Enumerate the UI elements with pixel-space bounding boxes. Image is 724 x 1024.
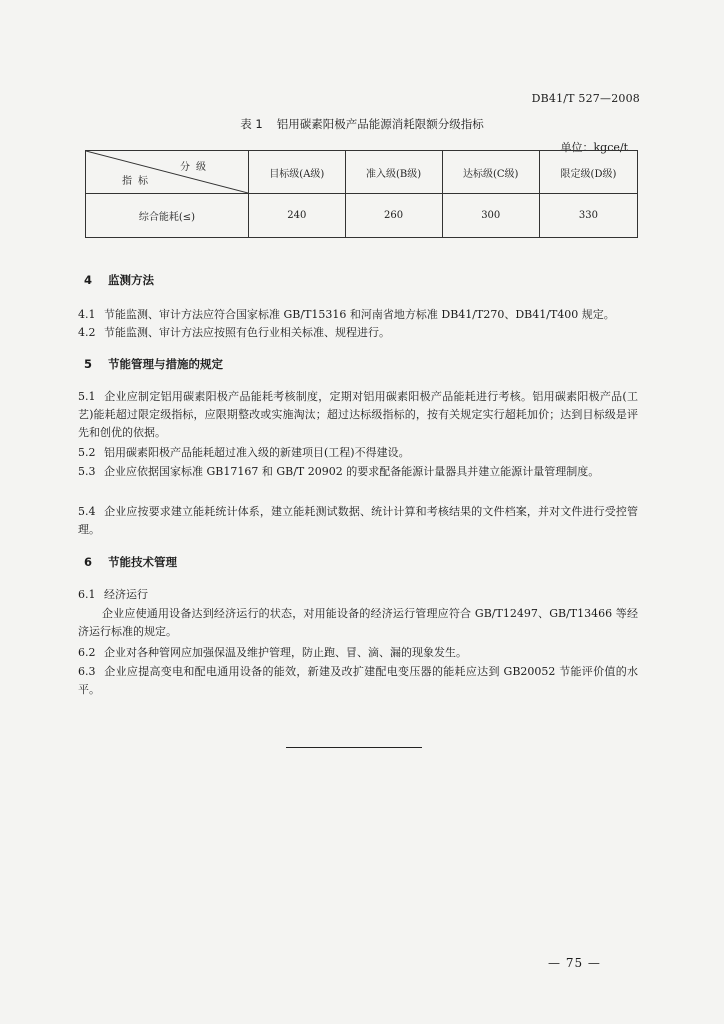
table-caption-text: 铝用碳素阳极产品能源消耗限额分级指标 — [276, 117, 484, 131]
clause-5-1: 5.1 企业应制定铝用碳素阳极产品能耗考核制度，定期对铝用碳素阳极产品能耗进行考核。铝用碳素阳极产品(工艺)能耗超过限定级指标，应限期整改或实施淘汰；超过达标级指标的，按有关规定实行超耗加价；达到目标级是评先和创优的依据。 — [78, 390, 638, 439]
clause-6-3: 6.3 企业应提高变电和配电通用设备的能效，新建及改扩建配电变压器的能耗应达到 GB20052 节能评价值的水平。 — [78, 665, 638, 696]
clause-5-4: 5.4 企业应按要求建立能耗统计体系，建立能耗测试数据、统计计算和考核结果的文件档案，并对文件进行受控管理。 — [78, 505, 638, 536]
document-code: DB41/T 527—2008 — [531, 92, 640, 105]
page-number: — 75 — — [548, 956, 601, 970]
clause-5-3: 5.3 企业应依据国家标准 GB17167 和 GB/T 20902 的要求配备能源计量器具并建立能源计量管理制度。 — [78, 465, 600, 478]
section-6-title: 6 节能技术管理 — [84, 555, 177, 569]
table-unit: 单位：kgce/t — [560, 141, 628, 154]
column-header: 目标级(A级) — [249, 151, 346, 194]
row-label: 综合能耗(≤) — [86, 194, 249, 238]
section-5-title: 5 节能管理与措施的规定 — [84, 357, 223, 371]
table-corner-cell — [86, 151, 249, 194]
clause-6-2: 6.2 企业对各种管网应加强保温及维护管理，防止跑、冒、滴、漏的现象发生。 — [78, 646, 467, 659]
table-caption-number: 表 1 — [240, 117, 263, 131]
corner-label-grade: 分级 — [180, 162, 212, 173]
column-header: 限定级(D级) — [539, 151, 637, 194]
clause-4-1: 4.1 节能监测、审计方法应符合国家标准 GB/T15316 和河南省地方标准 DB41/T270、DB41/T400 规定。 — [78, 308, 615, 321]
clause-6-1-heading: 6.1 经济运行 — [78, 588, 148, 601]
table-cell: 260 — [345, 194, 442, 238]
table-cell: 300 — [442, 194, 539, 238]
table-cell: 240 — [249, 194, 346, 238]
clause-5-2: 5.2 铝用碳素阳极产品能耗超过准入级的新建项目(工程)不得建设。 — [78, 446, 410, 459]
table-caption — [0, 116, 724, 132]
column-header: 达标级(C级) — [442, 151, 539, 194]
clause-6-1-body: 企业应使通用设备达到经济运行的状态，对用能设备的经济运行管理应符合 GB/T12497、GB/T13466 等经济运行标准的规定。 — [78, 607, 638, 638]
end-rule — [286, 747, 422, 748]
diagonal-line — [86, 151, 248, 193]
column-header: 准入级(B级) — [345, 151, 442, 194]
section-4-title: 4 监测方法 — [84, 273, 154, 287]
table-cell: 330 — [539, 194, 637, 238]
energy-consumption-table — [85, 150, 638, 238]
table-header-row — [86, 151, 638, 194]
corner-label-indicator: 指标 — [122, 176, 154, 187]
table-row — [86, 194, 638, 238]
clause-4-2: 4.2 节能监测、审计方法应按照有色行业相关标准、规程进行。 — [78, 326, 390, 339]
